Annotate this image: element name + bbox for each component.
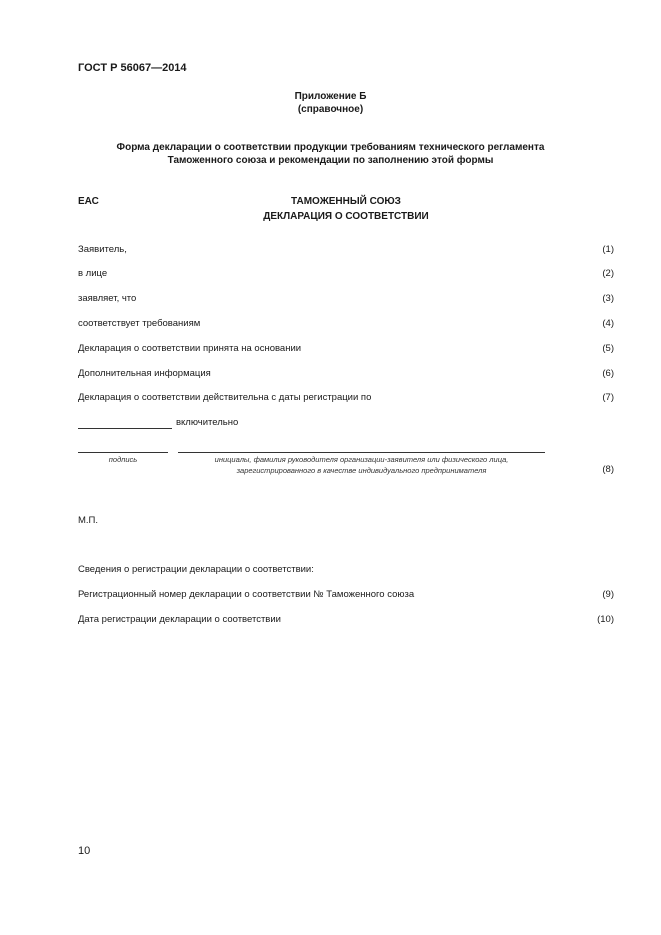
row-represented-by-number: (2) <box>602 268 614 279</box>
registration-number-number: (9) <box>602 589 614 600</box>
validity-date-blank <box>78 428 172 429</box>
name-caption-line-1: инициалы, фамилия руководителя организации-заявителя или физического лица, <box>214 455 509 464</box>
row-represented-by-label: в лице <box>78 268 108 279</box>
registration-date-number: (10) <box>597 614 614 625</box>
registration-number-label: Регистрационный номер декларации о соответствии № Таможенного союза <box>78 589 415 600</box>
row-additional-info-number: (6) <box>602 368 614 379</box>
signature-caption: подпись <box>108 455 138 464</box>
document-header: ГОСТ Р 56067—2014 <box>78 62 187 74</box>
page-number: 10 <box>78 845 91 857</box>
signature-number: (8) <box>602 464 614 475</box>
row-validity-label: Декларация о соответствии действительна с даты регистрации по <box>78 392 372 403</box>
row-requirements-label: соответствует требованиям <box>78 318 201 329</box>
appendix-note: (справочное) <box>297 104 364 115</box>
customs-union-heading: ТАМОЖЕННЫЙ СОЮЗ <box>291 196 401 207</box>
registration-heading: Сведения о регистрации декларации о соответствии: <box>78 564 314 575</box>
inclusive-label: включительно <box>176 417 239 428</box>
row-basis-label: Декларация о соответствии принята на основании <box>78 343 302 354</box>
registration-date-label: Дата регистрации декларации о соответствии <box>78 614 281 625</box>
row-applicant-number: (1) <box>602 244 614 255</box>
eac-mark: ЕАС <box>78 196 99 207</box>
row-requirements-number: (4) <box>602 318 614 329</box>
declaration-heading: ДЕКЛАРАЦИЯ О СООТВЕТСТВИИ <box>263 211 429 222</box>
row-validity-number: (7) <box>602 392 614 403</box>
row-applicant-label: Заявитель, <box>78 244 127 255</box>
form-title-line-1: Форма декларации о соответствии продукции требованиям технического регламента <box>116 142 545 153</box>
row-additional-info-label: Дополнительная информация <box>78 368 211 379</box>
stamp-label: М.П. <box>78 515 99 526</box>
appendix-title: Приложение Б <box>294 91 367 102</box>
form-title-line-2: Таможенного союза и рекомендации по заполнению этой формы <box>167 155 494 166</box>
signature-blank <box>78 452 168 453</box>
row-declares-number: (3) <box>602 293 614 304</box>
name-caption-line-2: зарегистрированного в качестве индивидуального предпринимателя <box>236 466 487 475</box>
row-declares-label: заявляет, что <box>78 293 137 304</box>
row-basis-number: (5) <box>602 343 614 354</box>
name-blank <box>178 452 545 453</box>
